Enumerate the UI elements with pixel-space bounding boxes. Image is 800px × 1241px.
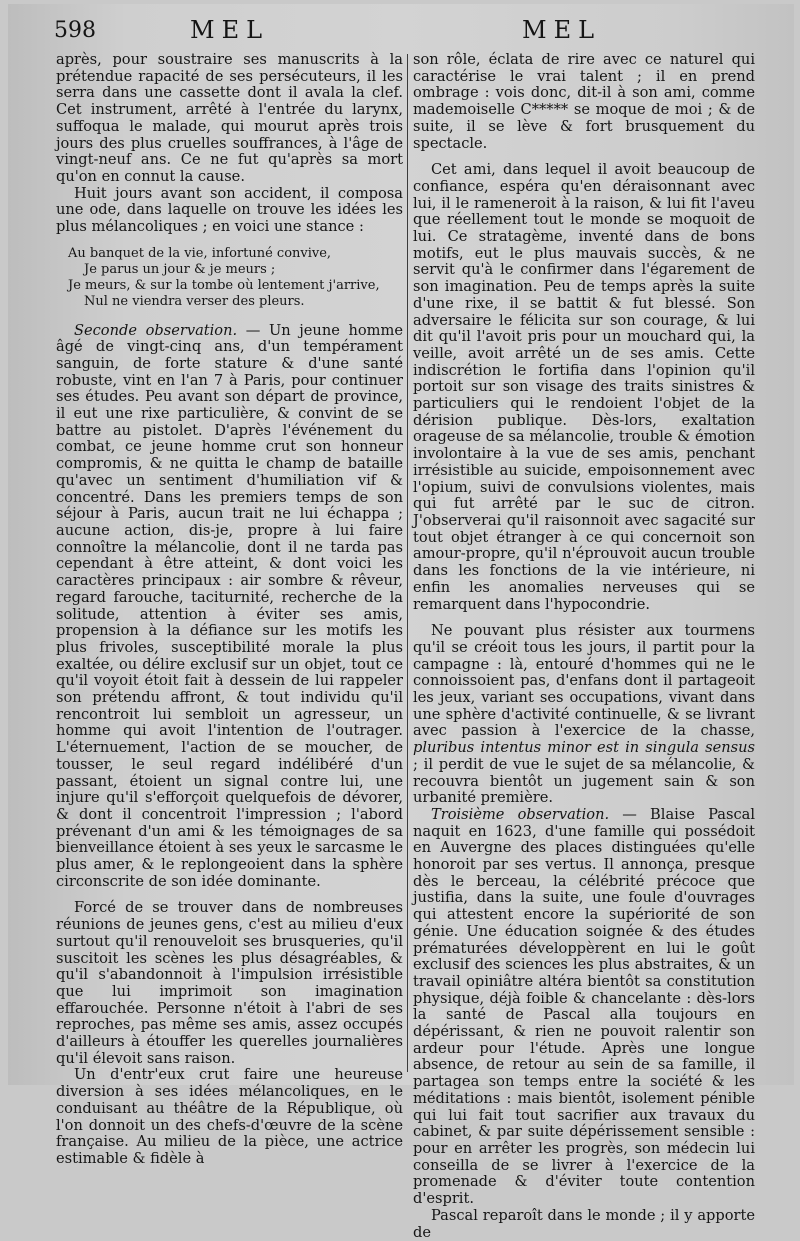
paragraph: son rôle, éclata de rire avec ce naturel qui caractérise le vrai talent ; il en prend ombrage : vois donc, dit-il à son ami, comme mademoiselle C***** se moque de moi ; & de suite, il se lève & fort brusquement du spectacle. (413, 51, 755, 152)
paragraph (413, 623, 755, 807)
paragraph: après, pour soustraire ses manuscrits à la prétendue rapacité de ses persécuteurs, il les serra dans une cassette dont il avala la clef. Cet instrument, arrêté à l'entrée du larynx, suffoqua le malade, qui mourut après trois jours des plus cruelles souffrances, à l'âge de vingt-neuf ans. Ce ne fut qu'après sa mort qu'on en connut la cause. (56, 51, 403, 185)
paragraph-text: — Blaise Pascal naquit en 1623, d'une famille qui possédoit en Auvergne des places distinguées qu'elle honoroit par ses vertus. Il annonça, presque dès le berceau, la célébrité précoce que justifia, dans la suite, une foule d'ouvrages qui attestent encore la supériorité de son génie. Une éducation soignée & des études prématurées développèrent en lui le goût exclusif des sciences les plus abstraites, & un travail opiniâtre altéra bientôt sa constitution physique, déjà foible & chancelante : dès-lors la santé de Pascal alla toujours en dépérissant, & rien ne pouvoit ralentir son ardeur pour l'étude. Après une longue absence, de retour au sein de sa famille, il partagea son temps entre la société & les méditations : mais bientôt, isolement pénible qui lui fait tout sacrifier aux travaux du cabinet, & par suite dépérissement sensible : pour en arrêter les progrès, son médecin lui conseilla de se livrer à l'exercice de la promenade & d'éviter toute contention d'esprit. (413, 805, 756, 1208)
left-column (56, 52, 403, 1168)
running-head-left: MEL (190, 16, 270, 44)
paragraph: Pascal reparoît dans le monde ; il y apporte de (413, 1206, 755, 1241)
latin-quotation: pluribus intentus minor est in singula sensus (413, 739, 755, 757)
column-divider (407, 54, 408, 1072)
paragraph: Un d'entr'eux crut faire une heureuse diversion à ses idées mélancoliques, en le conduisant au théâtre de la République, où l'on donnoit un des chefs-d'œuvre de la scène française. Au milieu de la pièce, une actrice estimable & fidèle à (56, 1066, 403, 1167)
page-number: 598 (54, 18, 96, 43)
observation-heading: Seconde observation. (74, 321, 238, 339)
running-head-right: MEL (522, 16, 602, 44)
paragraph (413, 807, 755, 1208)
right-column (413, 52, 755, 1241)
book-page (8, 4, 794, 1241)
verse-line: Je meurs, & sur la tombe où lentement j'arrive, (68, 278, 380, 294)
verse-line: Je parus un jour & je meurs ; (84, 261, 276, 277)
paragraph-text: ; il perdit de vue le sujet de sa mélancolie, & recouvra bientôt un jugement sain & son urbanité première. (413, 755, 755, 807)
paragraph: Huit jours avant son accident, il composa une ode, dans laquelle on trouve les idées les plus mélancoliques ; en voici une stance : (56, 184, 403, 236)
verse-stanza (68, 246, 403, 311)
paragraph: Cet ami, dans lequel il avoit beaucoup de confiance, espéra qu'en déraisonnant avec lui, il le rameneroit à la raison, & lui fit l'aveu que réellement tout le monde se moquoit de lui. Ce stratagème, inventé dans de bons motifs, eut le plus mauvais succès, & ne servit qu'à le confirmer dans l'égarement de son imagination. Peu de temps après la suite d'une rixe, il se battit & fut blessé. Son adversaire le félicita sur son courage, & lui dit qu'il l'avoit pris pour un mouchard qui, la veille, avoit arrêté un de ses amis. Cette indiscrétion le fortifia dans l'opinion qu'il portoit sur son visage des traits sinistres & particuliers qui le rendoient l'objet de la dérision publique. Dès-lors, exaltation orageuse de sa mélancolie, trouble & émotion involontaire à la vue de ses amis, penchant irrésistible au suicide, empoisonnement avec l'opium, suivi de convulsions violentes, mais qui fut arrêté par le suc de citron. J'observerai qu'il raisonnoit avec sagacité sur tout objet étranger à ce qui concernoit son amour-propre, qu'il n'éprouvoit aucun trouble dans les fonctions de la vie intérieure, ni enfin les anomalies nerveuses qui se remarquent dans l'hypocondrie. (413, 161, 755, 613)
paragraph (56, 323, 403, 891)
verse-line: Nul ne viendra verser des pleurs. (84, 294, 305, 310)
page-header (54, 14, 754, 50)
paragraph-text: — Un jeune homme âgé de vingt-cinq ans, d'un tempérament sanguin, de forte stature & d'une santé robuste, vint en l'an 7 à Paris, pour continuer ses études. Peu avant son départ de province, il eut une rixe particulière, & convint de se battre au pistolet. D'après l'événement du combat, ce jeune homme crut son honneur compromis, & ne quitta le champ de bataille qu'avec un sentiment d'humiliation vif & concentré. Dans les premiers temps de son séjour à Paris, aucun trait ne lui échappa ; aucune action, dis-je, propre à lui faire connoître la mélancolie, dont il ne tarda pas cependant à être atteint, & dont voici les caractères principaux : air sombre & rêveur, regard farouche, taciturnité, recherche de la solitude, attention à éviter ses amis, propension à la défiance sur les motifs les plus frivoles, susceptibilité morale la plus exaltée, ou délire exclusif sur un objet, tout ce qu'il voyoit étoit fait à dessein de lui rappeler son prétendu affront, & tout individu qu'il rencontroit lui sembloit un agresseur, un homme qui avoit l'intention de l'outrager. L'éternuement, l'action de se moucher, de tousser, le seul regard indélibéré d'un passant, étoient un signal contre lui, une injure qu'il s'efforçoit quelquefois de dévorer, & dont il concentroit l'impression ; l'abord prévenant d'un ami & les témoignages de sa bienveillance étoient à ses yeux le sarcasme le plus amer, & le replongeoient dans la sphère circonscrite de son idée dominante. (56, 321, 403, 890)
paragraph-text: Ne pouvant plus résister aux tourmens qu'il se créoit tous les jours, il partit pour la campagne : là, entouré d'hommes qui ne le connoissoient pas, d'enfans dont il partageoit les jeux, variant ses occupations, vivant dans une sphère d'activité continuelle, & se livrant avec passion à l'exercice de la chasse, (413, 622, 755, 740)
paragraph: Forcé de se trouver dans de nombreuses réunions de jeunes gens, c'est au milieu d'eux surtout qu'il renouveloit ses brusqueries, qu'il suscitoit les scènes les plus désagréables, & qu'il s'abandonnoit à l'impulsion irrésistible que lui imprimoit son imagination effarouchée. Personne n'étoit à l'abri de ses reproches, pas même ses amis, assez occupés d'ailleurs à étouffer les querelles journalières qu'il élevoit sans raison. (56, 899, 403, 1067)
verse-line: Au banquet de la vie, infortuné convive, (68, 245, 332, 261)
observation-heading: Troisième observation. (431, 805, 610, 823)
